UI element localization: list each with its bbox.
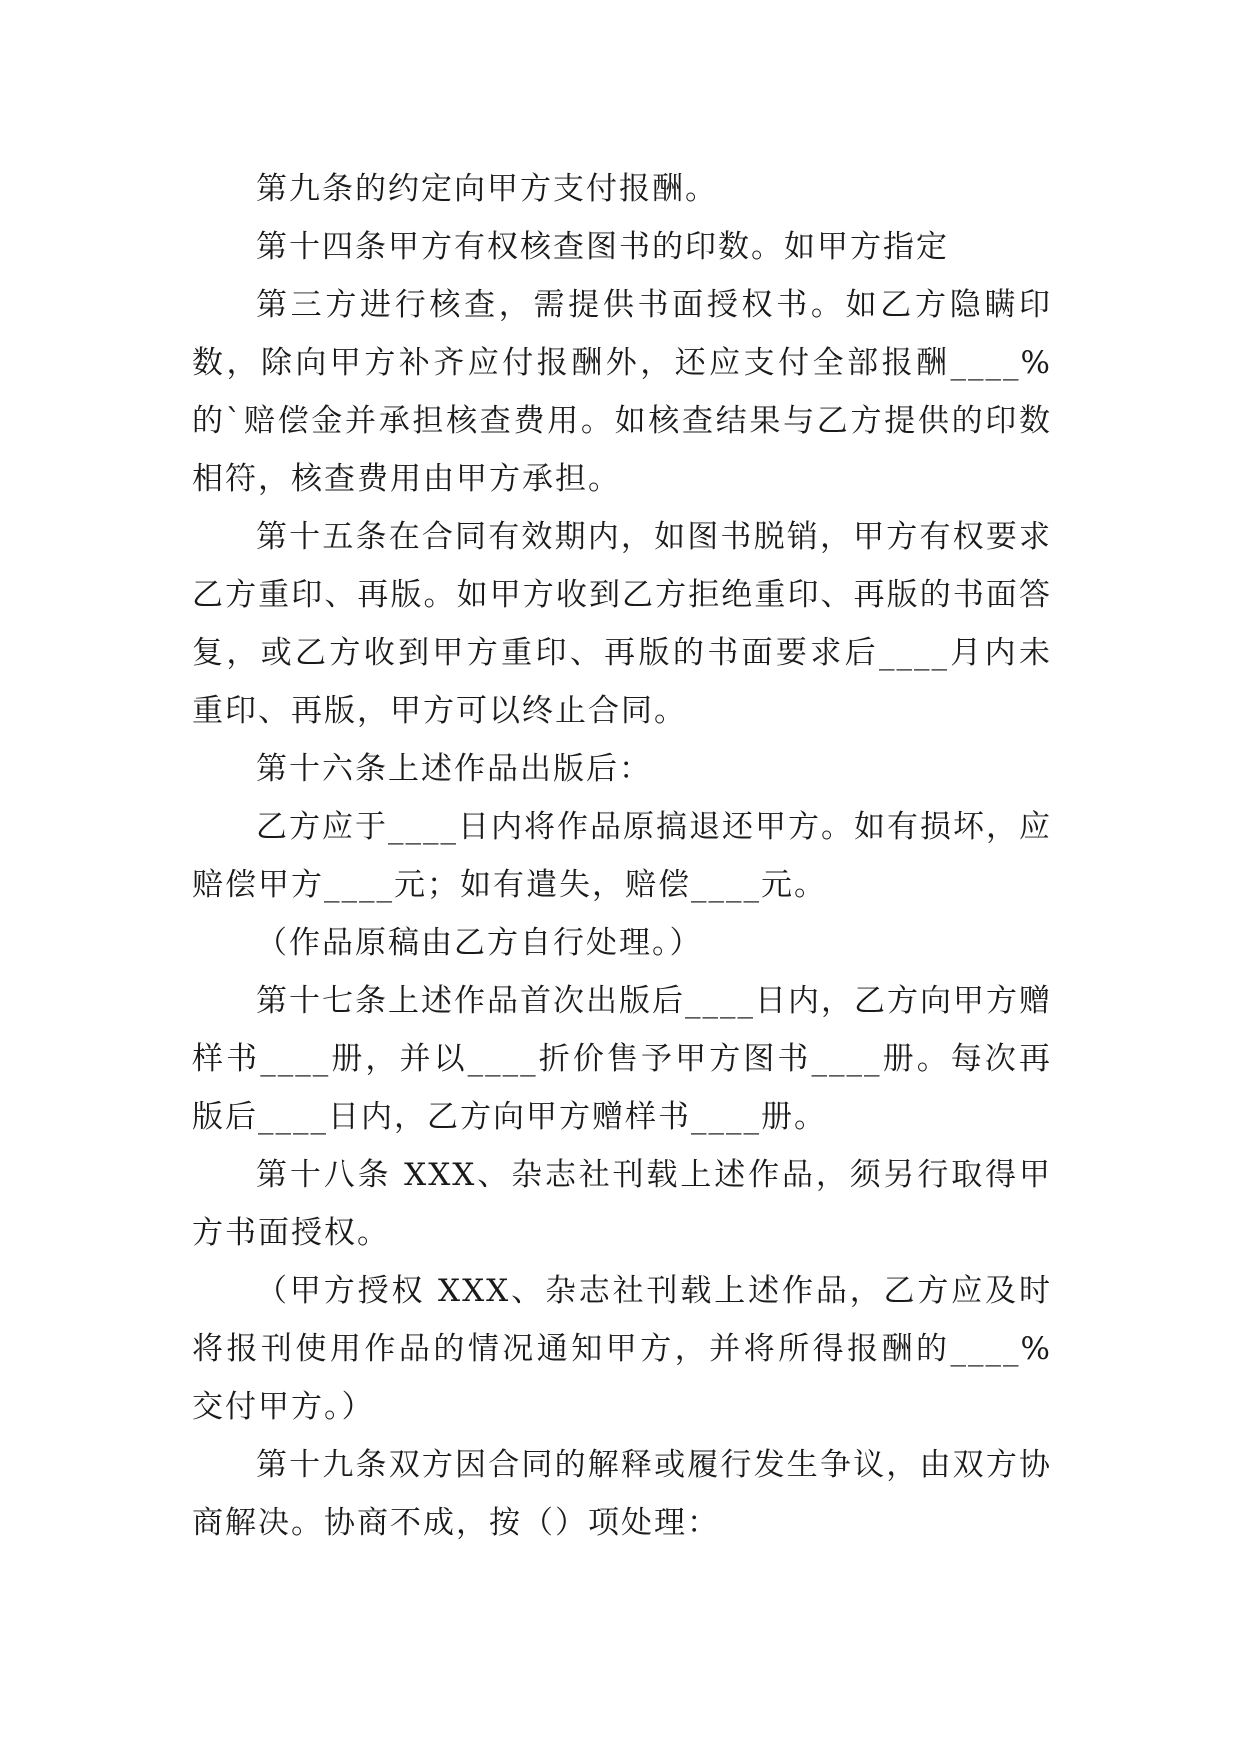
paragraph-article-18: 第十八条 XXX、杂志社刊载上述作品，须另行取得甲方书面授权。 — [192, 1157, 1052, 1251]
document-body — [192, 160, 1052, 1552]
paragraph-article-16-alt: （作品原稿由乙方自行处理。） — [256, 925, 703, 961]
paragraph-article-16-return: 乙方应于____日内将作品原搞退还甲方。如有损坏，应赔偿甲方____元；如有遣失，赔偿____元。 — [192, 809, 1052, 903]
paragraph-article-18-alt: （甲方授权 XXX、杂志社刊载上述作品，乙方应及时将报刊使用作品的情况通知甲方，并将所得报酬的____%交付甲方。） — [192, 1273, 1052, 1425]
paragraph-article-16: 第十六条上述作品出版后： — [256, 751, 652, 787]
paragraph-article-9-end: 第九条的约定向甲方支付报酬。 — [256, 171, 718, 207]
paragraph-article-19: 第十九条双方因合同的解释或履行发生争议，由双方协商解决。协商不成，按（）项处理： — [192, 1447, 1052, 1541]
paragraph-article-17: 第十七条上述作品首次出版后____日内，乙方向甲方赠样书____册，并以____折价售予甲方图书____册。每次再版后____日内，乙方向甲方赠样书____册。 — [192, 983, 1052, 1135]
paragraph-article-14-cont: 第三方进行核查，需提供书面授权书。如乙方隐瞒印数，除向甲方补齐应付报酬外，还应支付全部报酬____%的`赔偿金并承担核查费用。如核查结果与乙方提供的印数相符，核查费用由甲方承担。 — [192, 287, 1052, 497]
paragraph-article-15: 第十五条在合同有效期内，如图书脱销，甲方有权要求乙方重印、再版。如甲方收到乙方拒绝重印、再版的书面答复，或乙方收到甲方重印、再版的书面要求后____月内未重印、再版，甲方可以终止合同。 — [192, 519, 1052, 729]
paragraph-article-14: 第十四条甲方有权核查图书的印数。如甲方指定 — [256, 229, 949, 265]
